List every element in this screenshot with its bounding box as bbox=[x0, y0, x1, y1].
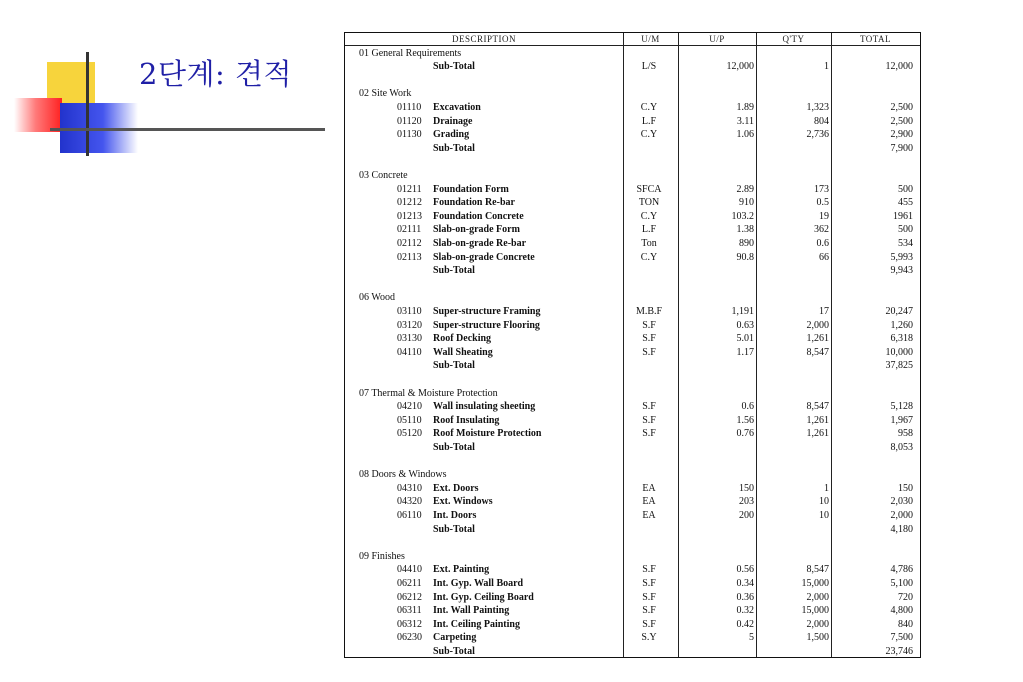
unit-price-cell: 1.56 bbox=[736, 414, 754, 426]
group-label: 08 Doors & Windows bbox=[359, 469, 447, 481]
quantity-cell: 19 bbox=[819, 210, 829, 222]
item-description: Slab-on-grade Re-bar bbox=[433, 237, 527, 249]
item-description: Ext. Windows bbox=[433, 496, 493, 508]
header-up: U/P bbox=[709, 34, 725, 44]
quantity-cell: 173 bbox=[814, 183, 829, 195]
table-row bbox=[345, 495, 920, 508]
unit-price-cell: 0.6 bbox=[741, 401, 754, 413]
unit-price-cell: 12,000 bbox=[726, 61, 754, 73]
item-code: 01211 bbox=[397, 183, 422, 195]
total-cell: 5,100 bbox=[890, 577, 913, 589]
table-row bbox=[345, 618, 920, 631]
total-cell: 5,993 bbox=[890, 251, 913, 263]
quantity-cell: 8,547 bbox=[806, 401, 829, 413]
quantity-cell: 1,261 bbox=[806, 414, 829, 426]
um-cell: TON bbox=[638, 197, 660, 209]
total-cell: 20,247 bbox=[885, 305, 913, 317]
um-cell: L.F bbox=[641, 224, 657, 236]
total-cell: 9,943 bbox=[890, 265, 913, 277]
um-cell: M.B.F bbox=[635, 305, 663, 317]
quantity-cell: 1 bbox=[824, 61, 829, 73]
um-cell: S.F bbox=[642, 428, 656, 440]
group-label: 03 Concrete bbox=[359, 169, 408, 181]
header-total: TOTAL bbox=[859, 34, 892, 44]
total-cell: 8,053 bbox=[890, 441, 913, 453]
item-code: 06110 bbox=[397, 509, 422, 521]
unit-price-cell: 1,191 bbox=[731, 305, 754, 317]
table-row bbox=[345, 305, 920, 318]
item-description: Excavation bbox=[433, 101, 481, 113]
header-description: DESCRIPTION bbox=[451, 34, 516, 44]
um-cell: S.F bbox=[642, 319, 656, 331]
total-cell: 720 bbox=[898, 591, 913, 603]
group-label: 01 General Requirements bbox=[359, 47, 462, 59]
table-row bbox=[345, 210, 920, 223]
group-row bbox=[345, 387, 920, 400]
table-row bbox=[345, 128, 920, 141]
item-code: 06311 bbox=[397, 605, 422, 617]
table-row bbox=[345, 346, 920, 359]
item-code: 01130 bbox=[397, 129, 422, 141]
item-code: 05110 bbox=[397, 414, 422, 426]
decor-horizontal-line bbox=[50, 128, 325, 131]
total-cell: 12,000 bbox=[885, 61, 913, 73]
unit-price-cell: 2.89 bbox=[736, 183, 754, 195]
um-cell: C.Y bbox=[640, 129, 658, 141]
unit-price-cell: 890 bbox=[739, 237, 754, 249]
unit-price-cell: 910 bbox=[739, 197, 754, 209]
table-row bbox=[345, 223, 920, 236]
item-code: 04210 bbox=[397, 401, 422, 413]
um-cell: C.Y bbox=[640, 210, 658, 222]
group-row bbox=[345, 47, 920, 60]
total-cell: 7,500 bbox=[890, 632, 913, 644]
total-cell: 1,260 bbox=[890, 319, 913, 331]
total-cell: 500 bbox=[898, 183, 913, 195]
subtotal-label: Sub-Total bbox=[433, 523, 475, 535]
group-row bbox=[345, 87, 920, 100]
total-cell: 4,786 bbox=[890, 564, 913, 576]
slide-title: 2단계: 견적 bbox=[139, 57, 292, 91]
item-description: Int. Ceiling Painting bbox=[433, 618, 520, 630]
table-row bbox=[345, 427, 920, 440]
um-cell: S.F bbox=[642, 401, 656, 413]
header-um: U/M bbox=[641, 34, 660, 44]
quantity-cell: 0.5 bbox=[816, 197, 829, 209]
total-cell: 37,825 bbox=[885, 360, 913, 372]
table-row bbox=[345, 251, 920, 264]
item-description: Int. Wall Painting bbox=[433, 605, 510, 617]
item-description: Roof Moisture Protection bbox=[433, 428, 542, 440]
item-code: 03110 bbox=[397, 305, 422, 317]
table-row bbox=[345, 482, 920, 495]
decor-vertical-line bbox=[86, 52, 89, 156]
table-row bbox=[345, 509, 920, 522]
table-row bbox=[345, 414, 920, 427]
total-cell: 1961 bbox=[893, 210, 913, 222]
subtotal-label: Sub-Total bbox=[433, 645, 475, 657]
item-description: Wall Sheating bbox=[433, 346, 493, 358]
item-code: 01110 bbox=[397, 101, 422, 113]
unit-price-cell: 0.63 bbox=[736, 319, 754, 331]
quantity-cell: 2,000 bbox=[806, 618, 829, 630]
unit-price-cell: 0.34 bbox=[736, 577, 754, 589]
item-code: 06230 bbox=[397, 632, 422, 644]
subtotal-row bbox=[345, 60, 920, 73]
subtotal-label: Sub-Total bbox=[433, 265, 475, 277]
group-label: 02 Site Work bbox=[359, 88, 412, 100]
decor-red-square bbox=[14, 98, 62, 132]
item-description: Drainage bbox=[433, 115, 473, 127]
subtotal-row bbox=[345, 523, 920, 536]
subtotal-row bbox=[345, 142, 920, 155]
um-cell: Ton bbox=[641, 237, 657, 249]
subtotal-label: Sub-Total bbox=[433, 360, 475, 372]
um-cell: S.F bbox=[642, 577, 656, 589]
item-description: Slab-on-grade Form bbox=[433, 224, 520, 236]
item-description: Int. Gyp. Wall Board bbox=[433, 577, 524, 589]
quantity-cell: 1,323 bbox=[806, 101, 829, 113]
total-cell: 23,746 bbox=[885, 645, 913, 657]
unit-price-cell: 1.06 bbox=[736, 129, 754, 141]
quantity-cell: 2,000 bbox=[806, 319, 829, 331]
um-cell: S.F bbox=[642, 564, 656, 576]
item-description: Wall insulating sheeting bbox=[433, 401, 536, 413]
total-cell: 6,318 bbox=[890, 333, 913, 345]
group-label: 06 Wood bbox=[359, 292, 395, 304]
quantity-cell: 10 bbox=[819, 496, 829, 508]
quantity-cell: 8,547 bbox=[806, 346, 829, 358]
unit-price-cell: 0.42 bbox=[736, 618, 754, 630]
table-row bbox=[345, 101, 920, 114]
quantity-cell: 10 bbox=[819, 509, 829, 521]
group-row bbox=[345, 169, 920, 182]
item-description: Grading bbox=[433, 129, 470, 141]
quantity-cell: 804 bbox=[814, 115, 829, 127]
quantity-cell: 362 bbox=[814, 224, 829, 236]
total-cell: 7,900 bbox=[890, 142, 913, 154]
item-description: Foundation Concrete bbox=[433, 210, 524, 222]
um-cell: SFCA bbox=[636, 183, 662, 195]
unit-price-cell: 1.38 bbox=[736, 224, 754, 236]
total-cell: 958 bbox=[898, 428, 913, 440]
table-row bbox=[345, 237, 920, 250]
item-code: 04110 bbox=[397, 346, 422, 358]
total-cell: 2,500 bbox=[890, 101, 913, 113]
unit-price-cell: 1.89 bbox=[736, 101, 754, 113]
item-code: 03130 bbox=[397, 333, 422, 345]
unit-price-cell: 0.76 bbox=[736, 428, 754, 440]
quantity-cell: 8,547 bbox=[806, 564, 829, 576]
um-cell: S.Y bbox=[641, 632, 657, 644]
header-qty: Q'TY bbox=[782, 34, 805, 44]
total-cell: 840 bbox=[898, 618, 913, 630]
item-description: Roof Insulating bbox=[433, 414, 500, 426]
item-description: Super-structure Flooring bbox=[433, 319, 540, 331]
total-cell: 534 bbox=[898, 237, 913, 249]
table-row bbox=[345, 115, 920, 128]
table-row bbox=[345, 631, 920, 644]
total-cell: 455 bbox=[898, 197, 913, 209]
subtotal-row bbox=[345, 359, 920, 372]
quantity-cell: 17 bbox=[819, 305, 829, 317]
item-description: Foundation Re-bar bbox=[433, 197, 515, 209]
item-description: Ext. Painting bbox=[433, 564, 490, 576]
unit-price-cell: 5 bbox=[749, 632, 754, 644]
unit-price-cell: 0.32 bbox=[736, 605, 754, 617]
item-code: 04310 bbox=[397, 482, 422, 494]
um-cell: EA bbox=[642, 509, 656, 521]
subtotal-label: Sub-Total bbox=[433, 441, 475, 453]
um-cell: C.Y bbox=[640, 101, 658, 113]
um-cell: S.F bbox=[642, 346, 656, 358]
total-cell: 4,800 bbox=[890, 605, 913, 617]
total-cell: 4,180 bbox=[890, 523, 913, 535]
quantity-cell: 66 bbox=[819, 251, 829, 263]
item-code: 03120 bbox=[397, 319, 422, 331]
subtotal-label: Sub-Total bbox=[433, 61, 475, 73]
quantity-cell: 15,000 bbox=[801, 605, 829, 617]
table-row bbox=[345, 319, 920, 332]
total-cell: 5,128 bbox=[890, 401, 913, 413]
um-cell: S.F bbox=[642, 618, 656, 630]
table-row bbox=[345, 591, 920, 604]
unit-price-cell: 0.56 bbox=[736, 564, 754, 576]
subtotal-label: Sub-Total bbox=[433, 142, 475, 154]
item-code: 02112 bbox=[397, 237, 422, 249]
item-code: 02113 bbox=[397, 251, 422, 263]
item-code: 01120 bbox=[397, 115, 422, 127]
unit-price-cell: 150 bbox=[739, 482, 754, 494]
group-row bbox=[345, 291, 920, 304]
item-description: Int. Doors bbox=[433, 509, 477, 521]
unit-price-cell: 5.01 bbox=[736, 333, 754, 345]
item-description: Ext. Doors bbox=[433, 482, 479, 494]
item-description: Super-structure Framing bbox=[433, 305, 541, 317]
um-cell: S.F bbox=[642, 591, 656, 603]
total-cell: 10,000 bbox=[885, 346, 913, 358]
table-row bbox=[345, 332, 920, 345]
subtotal-row bbox=[345, 264, 920, 277]
table-row bbox=[345, 577, 920, 590]
um-cell: S.F bbox=[642, 605, 656, 617]
quantity-cell: 15,000 bbox=[801, 577, 829, 589]
unit-price-cell: 90.8 bbox=[736, 251, 754, 263]
table-row bbox=[345, 400, 920, 413]
um-cell: EA bbox=[642, 496, 656, 508]
um-cell: C.Y bbox=[640, 251, 658, 263]
quantity-cell: 0.6 bbox=[816, 237, 829, 249]
item-code: 02111 bbox=[397, 224, 422, 236]
item-code: 06312 bbox=[397, 618, 422, 630]
item-code: 01213 bbox=[397, 210, 422, 222]
quantity-cell: 1,261 bbox=[806, 428, 829, 440]
unit-price-cell: 3.11 bbox=[736, 115, 754, 127]
um-cell: S.F bbox=[642, 414, 656, 426]
um-cell: L/S bbox=[641, 61, 657, 73]
group-row bbox=[345, 550, 920, 563]
total-cell: 1,967 bbox=[890, 414, 913, 426]
total-cell: 500 bbox=[898, 224, 913, 236]
unit-price-cell: 200 bbox=[739, 509, 754, 521]
table-row bbox=[345, 196, 920, 209]
unit-price-cell: 1.17 bbox=[736, 346, 754, 358]
item-code: 06211 bbox=[397, 577, 422, 589]
group-label: 09 Finishes bbox=[359, 550, 405, 562]
item-description: Int. Gyp. Ceiling Board bbox=[433, 591, 534, 603]
item-code: 01212 bbox=[397, 197, 422, 209]
estimate-table bbox=[344, 32, 921, 658]
item-description: Foundation Form bbox=[433, 183, 509, 195]
total-cell: 2,000 bbox=[890, 509, 913, 521]
item-code: 06212 bbox=[397, 591, 422, 603]
total-cell: 2,030 bbox=[890, 496, 913, 508]
quantity-cell: 2,000 bbox=[806, 591, 829, 603]
quantity-cell: 1,261 bbox=[806, 333, 829, 345]
total-cell: 2,900 bbox=[890, 129, 913, 141]
quantity-cell: 1,500 bbox=[806, 632, 829, 644]
um-cell: S.F bbox=[642, 333, 656, 345]
unit-price-cell: 0.36 bbox=[736, 591, 754, 603]
total-cell: 150 bbox=[898, 482, 913, 494]
group-row bbox=[345, 468, 920, 481]
um-cell: L.F bbox=[641, 115, 657, 127]
item-description: Roof Decking bbox=[433, 333, 492, 345]
table-row bbox=[345, 563, 920, 576]
subtotal-row bbox=[345, 645, 920, 658]
item-code: 04320 bbox=[397, 496, 422, 508]
quantity-cell: 1 bbox=[824, 482, 829, 494]
item-description: Slab-on-grade Concrete bbox=[433, 251, 535, 263]
quantity-cell: 2,736 bbox=[806, 129, 829, 141]
unit-price-cell: 103.2 bbox=[731, 210, 754, 222]
group-label: 07 Thermal & Moisture Protection bbox=[359, 387, 498, 399]
um-cell: EA bbox=[642, 482, 656, 494]
item-description: Carpeting bbox=[433, 632, 477, 644]
total-cell: 2,500 bbox=[890, 115, 913, 127]
item-code: 04410 bbox=[397, 564, 422, 576]
table-row bbox=[345, 183, 920, 196]
table-row bbox=[345, 604, 920, 617]
unit-price-cell: 203 bbox=[739, 496, 754, 508]
item-code: 05120 bbox=[397, 428, 422, 440]
subtotal-row bbox=[345, 441, 920, 454]
